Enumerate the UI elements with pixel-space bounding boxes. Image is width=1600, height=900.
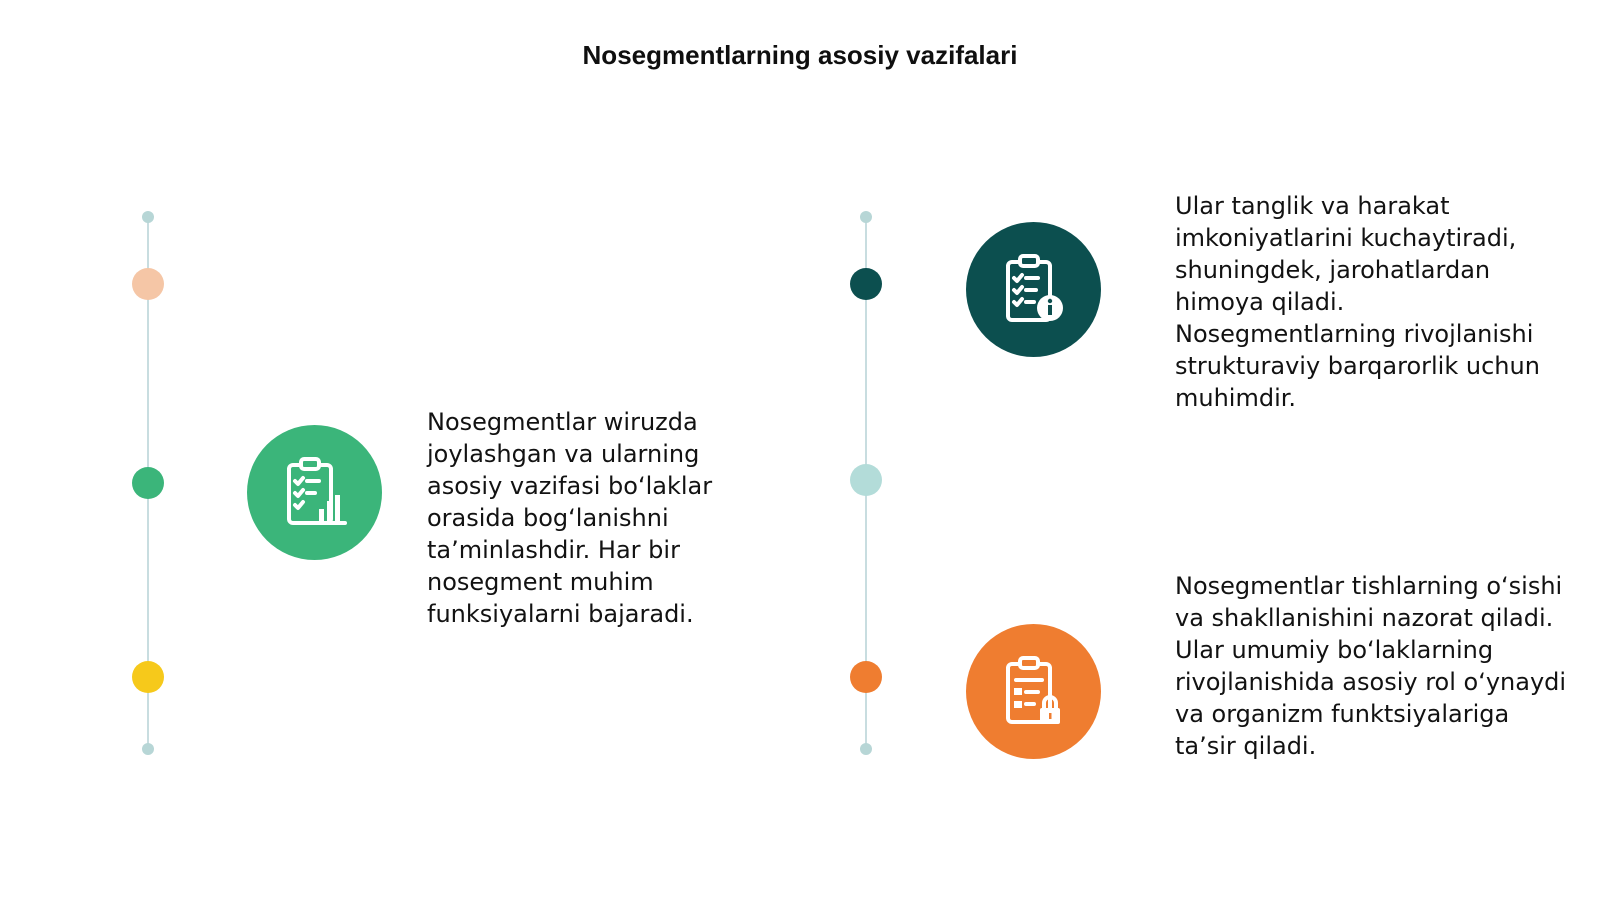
timeline-dot-green bbox=[132, 467, 164, 499]
clipboard-info-icon bbox=[966, 222, 1101, 357]
timeline-dot-peach bbox=[132, 268, 164, 300]
page-title: Nosegmentlarning asosiy vazifalari bbox=[582, 40, 1018, 70]
clipboard-chart-icon bbox=[247, 425, 382, 560]
timeline-end-dot bbox=[142, 743, 154, 755]
timeline-dot-orange bbox=[850, 661, 882, 693]
item-description: Nosegmentlar wiruzda joylashgan va ularning asosiy vazifasi bo‘laklar orasida bog‘lanishni ta’minlashdir. Har bir nosegment muhim funksiyalarni bajaradi. bbox=[427, 408, 713, 628]
timeline-end-dot bbox=[142, 211, 154, 223]
item-description: Ular tanglik va harakat imkoniyatlarini kuchaytiradi, shuningdek, jarohatlardan himoya qiladi. Nosegmentlarning rivojlanishi strukturaviy barqarorlik uchun muhimdir. bbox=[1175, 192, 1540, 412]
timeline-end-dot bbox=[860, 743, 872, 755]
item-description: Nosegmentlar tishlarning o‘sishi va shakllanishini nazorat qiladi. Ular umumiy bo‘laklarning rivojlanishida asosiy rol o‘ynaydi va organizm funktsiyalariga ta’sir qiladi. bbox=[1175, 572, 1567, 760]
timeline-dot-light-teal bbox=[850, 464, 882, 496]
clipboard-lock-icon bbox=[966, 624, 1101, 759]
timeline-dot-yellow bbox=[132, 661, 164, 693]
timeline-end-dot bbox=[860, 211, 872, 223]
timeline-dot-dark-teal bbox=[850, 268, 882, 300]
